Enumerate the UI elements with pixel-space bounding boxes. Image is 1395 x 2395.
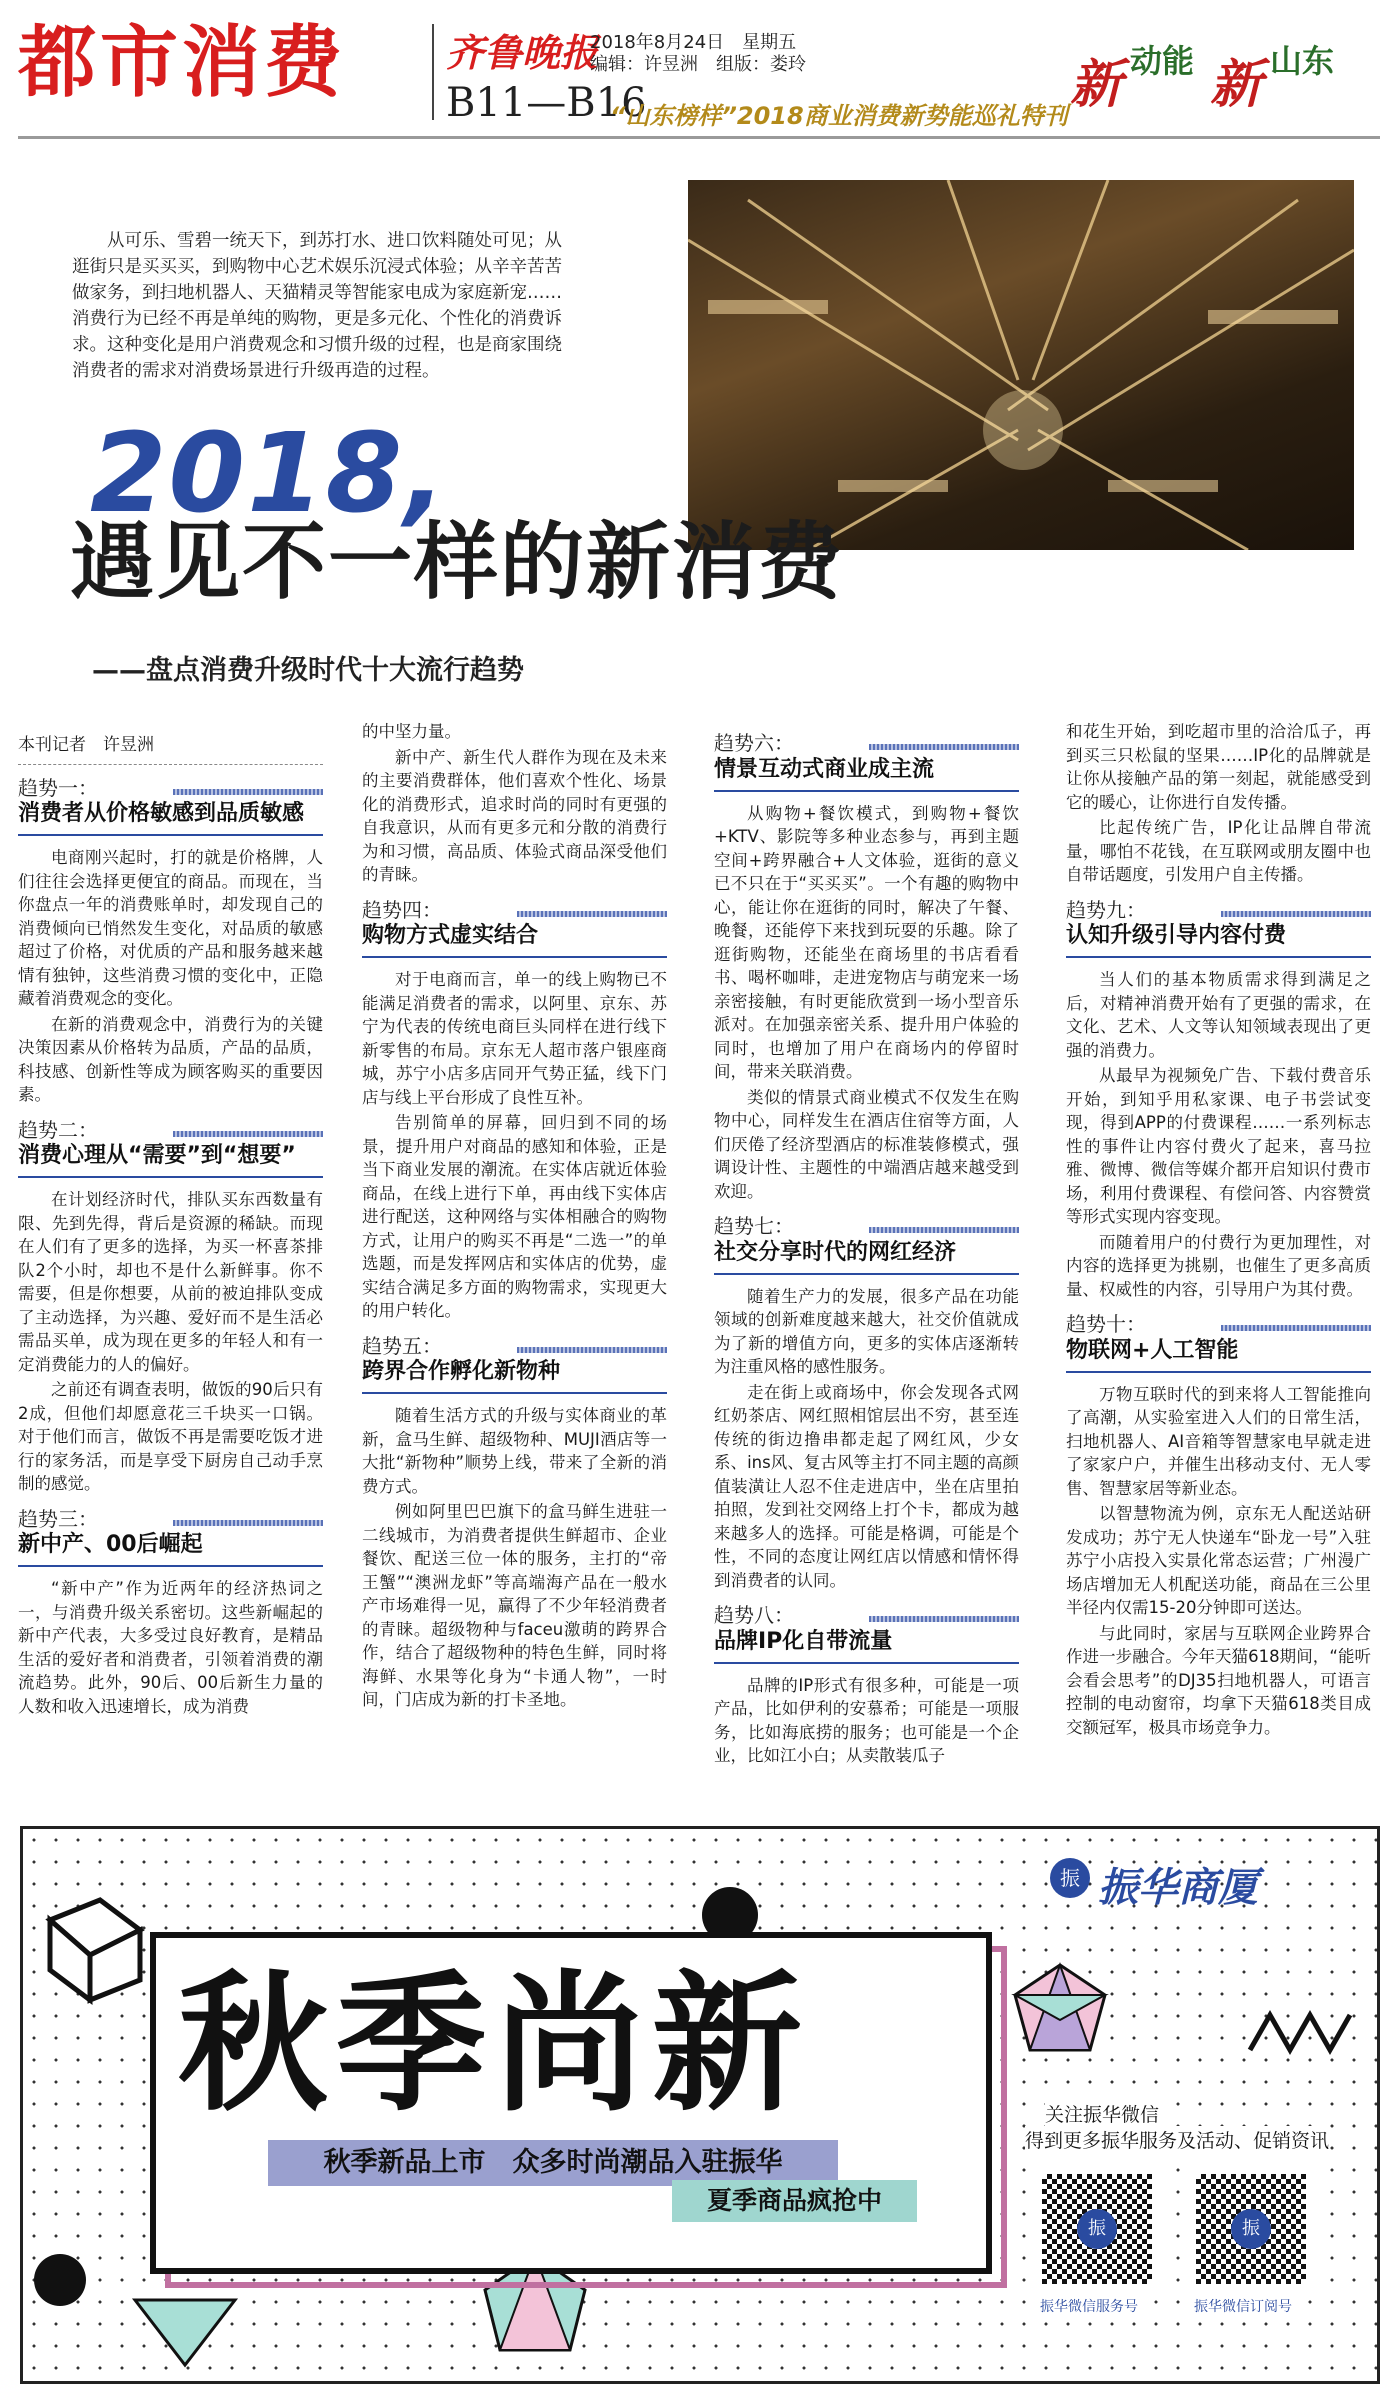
paragraph: 对于电商而言，单一的线上购物已不能满足消费者的需求，以阿里、京东、苏宁为代表的传统电商巨头同样在进行线下新零售的布局。京东无人超市落户银座商城，苏宁小店多店同开气势正猛，线下门店与线上平台形成了良性互补。 [362, 970, 667, 1107]
article-column-4 [1066, 720, 1371, 1741]
header-rule [18, 136, 1380, 139]
trend-title: 跨界合作孵化新物种 [362, 1359, 561, 1384]
byline: 本刊记者 许昱洲 [18, 734, 323, 765]
paragraph: 在计划经济时代，排队买东西数量有限、先到先得，背后是资源的稀缺。而现在人们有了更多的选择，为买一杯喜茶排队2个小时，却也不是什么新鲜事。你不需要，但是你想要，从前的被迫排队变成了主动选择，为兴趣、爱好而不是生活必需品买单，成为现在更多的年轻人和有一定消费能力的人的偏好。 [18, 1190, 323, 1374]
paragraph: 随着生活方式的升级与实体商业的革新，盒马生鲜、超级物种、MUJI酒店等一大批“新物种”顺势上线，带来了全新的消费方式。 [362, 1406, 667, 1496]
trend-3-heading [18, 1508, 323, 1568]
cube-icon [30, 1880, 160, 2010]
heading-bar [173, 1131, 323, 1137]
trend-4-heading [362, 899, 667, 959]
intro-paragraph: 从可乐、雪碧一统天下，到苏打水、进口饮料随处可见；从逛街只是买买买，到购物中心艺术娱乐沉浸式体验；从辛辛苦苦做家务，到扫地机器人、天猫精灵等智能家电成为家庭新宠……消费行为已经不再是单纯的购物，更是多元化、个性化的消费诉求。这种变化是用户消费观念和习惯升级的过程，也是商家围绕消费者的需求对消费场景进行升级再造的过程。 [72, 231, 562, 381]
headline-year: 2018, [90, 409, 448, 537]
heading-bar [173, 789, 323, 795]
paragraph: 和花生开始，到吃超市里的洽洽瓜子，再到买三只松鼠的坚果……IP化的品牌就是让你从接触产品的第一刻起，就能感受到它的暖心，让你进行自发传播。 [1066, 722, 1371, 812]
trend-title: 情景互动式商业成主流 [714, 756, 935, 782]
zigzag-icon [1245, 2000, 1355, 2060]
trend-number: 趋势十： [1066, 1312, 1146, 1336]
special-series-title: “山东榜样”2018商业消费新势能巡礼特刊 [610, 102, 1068, 130]
heading-bar [869, 744, 1019, 750]
qr-caption: 振华微信订阅号 [1194, 2296, 1292, 2316]
paragraph: 告别简单的屏幕，回归到不同的场景，提升用户对商品的感知和体验，正是当下商业发展的潮流。在实体店就近体验商品，在线上进行下单，再由线下实体店进行配送，这种网络与实体相融合的购物方式，让用户的购买不再是“二选一”的单选题，而是发挥网店和实体店的优势，虚实结合满足多方面的购物需求，实现更大的用户转化。 [362, 1113, 667, 1320]
paragraph: 走在街上或商场中，你会发现各式网红奶茶店、网红照相馆层出不穷，甚至连传统的街边撸串都走起了网红风，少女系、ins风、复古风等主打不同主题的高颜值装潢让人忍不住走进店中，坐在店里拍拍照，发到社交网络上打个卡，都成为越来越多人的选择。可能是格调，可能是个性，不同的态度让网红店以情感和情怀得到消费者的认同。 [714, 1382, 1019, 1590]
article-column-3 [714, 720, 1019, 1770]
heading-bar [1221, 911, 1371, 917]
heading-bar [869, 1616, 1019, 1622]
paragraph: 在新的消费观念中，消费行为的关键决策因素从价格转为品质，产品的品质，科技感、创新性等成为顾客购买的重要因素。 [18, 1014, 323, 1104]
trend-number: 趋势四： [362, 897, 442, 922]
logo-sub-2: 山东 [1270, 42, 1335, 80]
paragraph: 之前还有调查表明，做饭的90后只有2成，但他们却愿意花三千块买一口锅。对于他们而言，做饭不再是需要吃饭才进行的家务活，而是享受下厨房自己动手烹制的感觉。 [18, 1380, 323, 1493]
trend-5-heading [362, 1335, 667, 1395]
trend-title: 消费者从价格敏感到品质敏感 [18, 801, 305, 826]
page-range: B11—B16 [446, 80, 647, 126]
paragraph: 与此同时，家居与互联网企业跨界合作进一步融合。今年天猫618期间，“能听会看会思考”的DJ35扫地机器人，可语言控制的电动窗帘，均拿下天猫618类目成交额冠军，极具市场竞争力。 [1066, 1623, 1371, 1737]
heading-bar [517, 1347, 667, 1353]
trend-number: 趋势三： [18, 1506, 98, 1531]
publication-date: 2018年8月24日 星期五 [590, 32, 797, 53]
brand-logo-icon: 振 [1077, 2209, 1117, 2249]
paragraph: 比起传统广告，IP化让品牌自带流量，哪怕不花钱，在互联网或朋友圈中也自带话题度，引发用户自主传播。 [1066, 818, 1371, 884]
paragraph: “新中产”作为近两年的经济热词之一，与消费升级关系密切。这些新崛起的新中产代表，大多受过良好教育，是精品生活的爱好者和消费者，引领着消费的潮流趋势。此外，90后、00后新生力量的人数和收入迅速增长，成为消费 [18, 1579, 323, 1716]
trend-1-heading [18, 777, 323, 837]
trend-number: 趋势二： [18, 1117, 98, 1142]
editors-line: 编辑：许昱洲 组版：娄玲 [590, 54, 806, 75]
black-dot-icon [30, 2250, 90, 2310]
newspaper-name: 齐鲁晚报 [446, 30, 599, 75]
trend-title: 消费心理从“需要”到“想要” [18, 1143, 296, 1168]
mall-escalator-photo [688, 180, 1354, 550]
trend-title: 新中产、00后崛起 [18, 1532, 203, 1557]
subheadline: ——盘点消费升级时代十大流行趋势 [92, 655, 524, 686]
triangle-icon [130, 2290, 240, 2370]
paragraph: 当人们的基本物质需求得到满足之后，对精神消费开始有了更强的需求，在文化、艺术、人文等认知领域表现出了更强的消费力。 [1066, 970, 1371, 1060]
logo-sub-1: 动能 [1130, 42, 1195, 80]
logo-char-1: 新 [1070, 55, 1123, 115]
paragraph: 品牌的IP形式有很多种，可能是一项产品，比如伊利的安慕希；可能是一项服务，比如海底捞的服务；也可能是一个企业，比如江小白；从卖散装瓜子 [714, 1675, 1019, 1765]
trend-title: 物联网+人工智能 [1066, 1337, 1239, 1363]
trend-number: 趋势八： [714, 1603, 794, 1627]
escalator-illustration [688, 180, 1354, 550]
article-column-1 [18, 720, 323, 1720]
trend-title: 认知升级引导内容付费 [1066, 923, 1287, 948]
trend-number: 趋势六： [714, 731, 794, 755]
logo-char-2: 新 [1210, 55, 1263, 115]
ad-title: 秋季尚新 [178, 1958, 811, 2132]
trend-title: 品牌IP化自带流量 [714, 1628, 893, 1654]
paragraph: 的中坚力量。 [362, 722, 461, 741]
paragraph: 类似的情景式商业模式不仅发生在购物中心，同样发生在酒店住宿等方面，人们厌倦了经济型酒店的标准装修模式，强调设计性、主题性的中端酒店越来越受到欢迎。 [714, 1087, 1019, 1201]
new-energy-logo [1070, 40, 1370, 130]
ad-brand-name: 振华商厦 [1098, 1865, 1258, 1911]
ad-banner-new-arrivals: 秋季新品上市 众多时尚潮品入驻振华 [268, 2140, 838, 2186]
brand-logo-icon: 振 [1231, 2209, 1271, 2249]
trend-number: 趋势九： [1066, 897, 1146, 922]
ad-banner-summer-sale: 夏季商品疯抢中 [672, 2180, 917, 2222]
heading-bar [1221, 1325, 1371, 1331]
heading-bar [517, 911, 667, 917]
trend-title: 社交分享时代的网红经济 [714, 1239, 957, 1265]
ad-follow-text: 关注振华微信 [1045, 2100, 1159, 2127]
trend-10-heading [1066, 1313, 1371, 1373]
heading-bar [173, 1520, 323, 1526]
trend-9-heading [1066, 899, 1371, 959]
brand-logo-icon: 振 [1050, 1858, 1090, 1898]
qr-code-service[interactable] [1036, 2168, 1158, 2290]
qr-caption: 振华微信服务号 [1040, 2296, 1138, 2316]
paragraph: 万物互联时代的到来将人工智能推向了高潮，从实验室进入人们的日常生活，扫地机器人、AI音箱等智慧家电早就走进了家家户户，并催生出移动支付、无人零售、智慧家居等新业态。 [1066, 1384, 1371, 1498]
trend-2-heading [18, 1119, 323, 1179]
paragraph: 从购物+餐饮模式，到购物+餐饮+KTV、影院等多种业态参与，再到主题空间+跨界融合+人文体验，逛街的意义已不只在于“买买买”。一个有趣的购物中心，能让你在逛街的同时，解决了午餐、晚餐，还能停下来找到玩耍的乐趣。除了逛街购物，还能坐在商场里的书店看看书、喝杯咖啡，走进宠物店与萌宠来一场亲密接触，有时更能欣赏到一场小型音乐派对。在加强亲密关系、提升用户体验的同时，也增加了用户在商场内的停留时间，带来关联消费。 [714, 803, 1019, 1081]
trend-number: 趋势五： [362, 1333, 442, 1358]
heading-bar [869, 1227, 1019, 1233]
paragraph: 而随着用户的付费行为更加理性，对内容的选择更为挑剔，也催生了更多高质量、权威性的内容，引导用户为其付费。 [1066, 1232, 1371, 1299]
section-title: 都市消费 [18, 18, 347, 108]
paragraph: 电商刚兴起时，打的就是价格牌，人们往往会选择更便宜的商品。而现在，当你盘点一年的消费账单时，却发现自己的消费倾向已悄然发生变化，对品质的敏感超过了价格，对优质的产品和服务越来越情有独钟，这些消费习惯的变化中，正隐藏着消费观念的变化。 [18, 848, 323, 1008]
paragraph: 新中产、新生代人群作为现在及未来的主要消费群体，他们喜欢个性化、场景化的消费形式，追求时尚的同时有更强的自我意识，从而有更多元和分散的消费行为和习惯，高品质、体验式商品深受他们的青睐。 [362, 747, 667, 884]
qr-code-subscription[interactable] [1190, 2168, 1312, 2290]
paragraph: 随着生产力的发展，很多产品在功能领域的创新难度越来越大，社交价值就成为了新的增值方向，更多的实体店逐渐转为注重风格的感性服务。 [714, 1286, 1019, 1376]
ad-follow-detail: 得到更多振华服务及活动、促销资讯 [1025, 2126, 1329, 2153]
polyhedron-icon [1010, 1960, 1110, 2060]
paragraph: 以智慧物流为例，京东无人配送站研发成功；苏宁无人快递车“卧龙一号”入驻苏宁小店投入实景化常态运营；广州漫广场店增加无人机配送功能，商品在三公里半径内仅需15-20分钟即可送达。 [1066, 1504, 1371, 1617]
trend-8-heading [714, 1604, 1019, 1664]
trend-6-heading [714, 732, 1019, 792]
trend-title: 购物方式虚实结合 [362, 923, 539, 948]
headline-main: 遇见不一样的新消费 [70, 513, 845, 611]
article-column-2 [362, 720, 667, 1714]
header-divider [432, 24, 434, 120]
trend-number: 趋势一： [18, 775, 98, 800]
paragraph: 从最早为视频免广告、下载付费音乐开始，到知乎用私家课、电子书尝试变现，得到APP的付费课程……一系列标志性的事件让内容付费火了起来，喜马拉雅、微博、微信等媒介都开启知识付费市场，利用付费课程、有偿问答、内容赞赏等形式实现内容变现。 [1066, 1066, 1371, 1226]
trend-number: 趋势七： [714, 1214, 794, 1238]
paragraph: 例如阿里巴巴旗下的盒马鲜生进驻一二线城市，为消费者提供生鲜超市、企业餐饮、配送三位一体的服务，主打的“帝王蟹”“澳洲龙虾”等高端海产品在一般水产市场难得一见，赢得了不少年轻消费者的青睐。超级物种与faceu激萌的跨界合作，结合了超级物种的特色生鲜，同时将海鲜、水果等化身为“卡通人物”，一时间，门店成为新的打卡圣地。 [362, 1502, 667, 1709]
trend-7-heading [714, 1215, 1019, 1275]
